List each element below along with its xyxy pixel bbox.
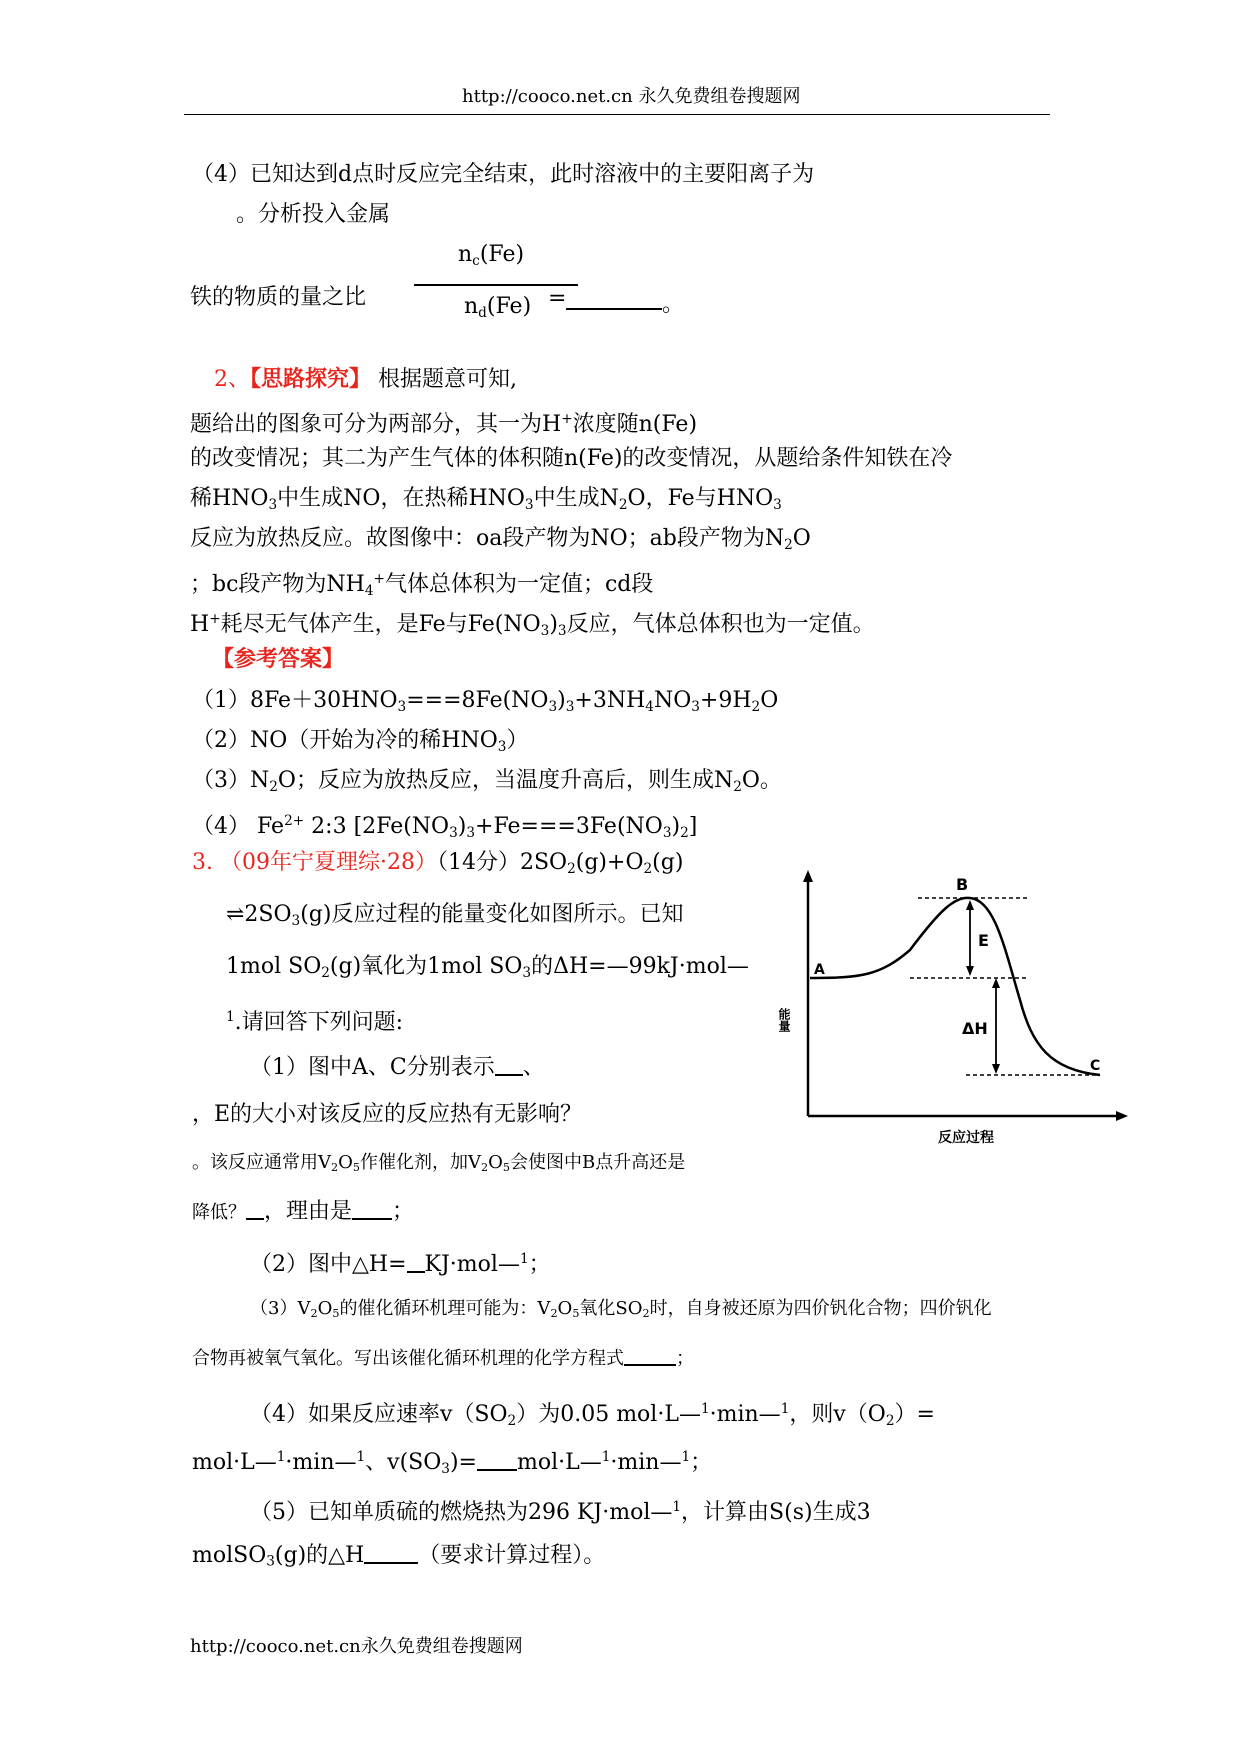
q4-end: 。 bbox=[662, 292, 685, 317]
label-e: E bbox=[978, 931, 989, 950]
analysis-intro: 根据题意可知, bbox=[378, 367, 518, 392]
fraction-equals: = bbox=[548, 286, 567, 311]
label-point-b: B bbox=[956, 875, 969, 894]
energy-diagram bbox=[770, 870, 1130, 1150]
q3-part1-line2: ，E的大小对该反应的反应热有无影响？ bbox=[192, 1102, 583, 1127]
analysis-line2: 的改变情况；其二为产生气体的体积随n(Fe)的改变情况，从题给条件知铁在冷 bbox=[190, 446, 953, 471]
answer-1: $(1)8Fe+30HNO_3===8Fe(NO_3)_3+3NH_4NO_3+9H_2O$ bbox=[192, 688, 779, 715]
q3-part4: （4）如果反应速率$v(SO_2)$为0.05 mol·L—$^1$·min—$^1$，则$v(O_2)=$ bbox=[250, 1401, 935, 1429]
label-point-a: A bbox=[814, 962, 825, 978]
label-delta-h: ΔH bbox=[962, 1019, 988, 1038]
q3-part5-line2: molSO$_3$(g)的△H （要求计算过程）。 bbox=[192, 1540, 605, 1577]
q3-part1-line4: 降低？ ，理由是 ； bbox=[192, 1196, 414, 1228]
analysis-tag: 【思路探究】 bbox=[250, 366, 372, 392]
answer-2: （2）NO（开始为冷的稀$HNO_3$） bbox=[192, 728, 529, 755]
analysis-number: 2、 bbox=[214, 367, 250, 392]
analysis-line4: 反应为放热反应。故图像中：oa段产物为NO；ab段产物为$N_2O$ bbox=[190, 526, 811, 553]
answer-tag: 【参考答案】 bbox=[212, 646, 345, 672]
analysis-line3: 稀$HNO_3$中生成NO，在热稀$HNO_3$中生成$N_2O$，Fe与$HNO_3$ bbox=[190, 486, 782, 513]
q3-part2: （2）图中△H= KJ·mol—$^1$； bbox=[250, 1251, 551, 1278]
answer-4: （4） $Fe^{2+}$ 2:3 $[2Fe(NO_3)_3+Fe===3Fe(NO_3)_2]$ bbox=[192, 813, 698, 841]
analysis-line1: 题给出的图象可分为两部分，其一为H+浓度随n(Fe) bbox=[190, 411, 698, 438]
q3-part1: （1）图中A、C分别表示 、 bbox=[250, 1052, 545, 1083]
page-header bbox=[462, 84, 800, 110]
fraction-numerator: $n_c(Fe)$ bbox=[458, 242, 525, 269]
analysis-heading bbox=[214, 364, 517, 395]
label-x-axis: 反应过程 bbox=[938, 1130, 994, 1146]
footer-url: http://cooco.net.cn bbox=[190, 1636, 361, 1657]
q3-line2: $\rightleftharpoons 2SO_3(g)$反应过程的能量变化如图所示。已知 bbox=[226, 902, 684, 929]
header-rule bbox=[184, 114, 1050, 115]
q4-line2: 。分析投入金属 bbox=[236, 202, 391, 227]
e-arrow-head-down bbox=[966, 966, 974, 976]
q3-line4: $^1$.请回答下列问题: bbox=[226, 1009, 404, 1036]
label-point-c: C bbox=[1090, 1058, 1101, 1074]
fraction-denominator: $n_d(Fe)$ bbox=[464, 294, 532, 321]
q3-part4-line2: mol·L—$^1$·min—$^1$、$v(SO_3)=$ mol·L—$^1$·min—$^1$； bbox=[192, 1449, 713, 1477]
dh-arrow-head-up bbox=[992, 978, 1000, 988]
q4-line1: （4）已知达到d点时反应完全结束，此时溶液中的主要阳离子为 bbox=[192, 162, 815, 187]
q4-ratio-label: 铁的物质的量之比 bbox=[190, 285, 367, 310]
answer-3: $(3)N_2O$；反应为放热反应，当温度升高后，则生成$N_2O$。 bbox=[192, 768, 782, 795]
diagram-y-arrow bbox=[803, 870, 813, 882]
diagram-x-arrow bbox=[1116, 1111, 1128, 1121]
header-site: 永久免费组卷搜题网 bbox=[638, 86, 801, 107]
q3-line3: 1mol $SO_2(g)$氧化为1mol $SO_3$的ΔH=—99kJ·mol— bbox=[226, 954, 749, 981]
ratio-answer-blank bbox=[566, 308, 662, 310]
q3-part3: $(3)V_2O_5$的催化循环机理可能为：$V_2O_5$氧化$SO_2$时，自身被还原为四价钒化合物；四价钒化 bbox=[250, 1298, 992, 1321]
header-url: http://cooco.net.cn bbox=[462, 86, 633, 107]
analysis-line6: H+耗尽无气体产生，是Fe与$Fe(NO_3)_3$反应，气体总体积也为一定值。 bbox=[190, 611, 875, 639]
e-arrow-head-up bbox=[966, 900, 974, 910]
analysis-line5: ；bc段产物为$NH_4^+$气体总体积为一定值；cd段 bbox=[190, 571, 654, 599]
q3-part5: （5）已知单质硫的燃烧热为296 KJ·mol—$^1$，计算由S(s)生成3 bbox=[250, 1499, 871, 1526]
page-footer bbox=[190, 1634, 523, 1660]
label-y-axis: 能量 bbox=[777, 1008, 791, 1032]
q3-part3-line2: 合物再被氧气氧化。写出该催化循环机理的化学方程式 ； bbox=[192, 1344, 694, 1374]
q3-line1: 3. （09年宁夏理综·28）（14分）$2SO_2(g)+O_2(g)$ bbox=[192, 850, 684, 877]
footer-site: 永久免费组卷搜题网 bbox=[360, 1636, 523, 1657]
reaction-energy-curve bbox=[810, 898, 1100, 1075]
dh-arrow-head-down bbox=[992, 1064, 1000, 1074]
q3-part1-line3: 。该反应通常用$V_2O_5$作催化剂，加$V_2O_5$会使图中B点升高还是 bbox=[192, 1152, 686, 1175]
